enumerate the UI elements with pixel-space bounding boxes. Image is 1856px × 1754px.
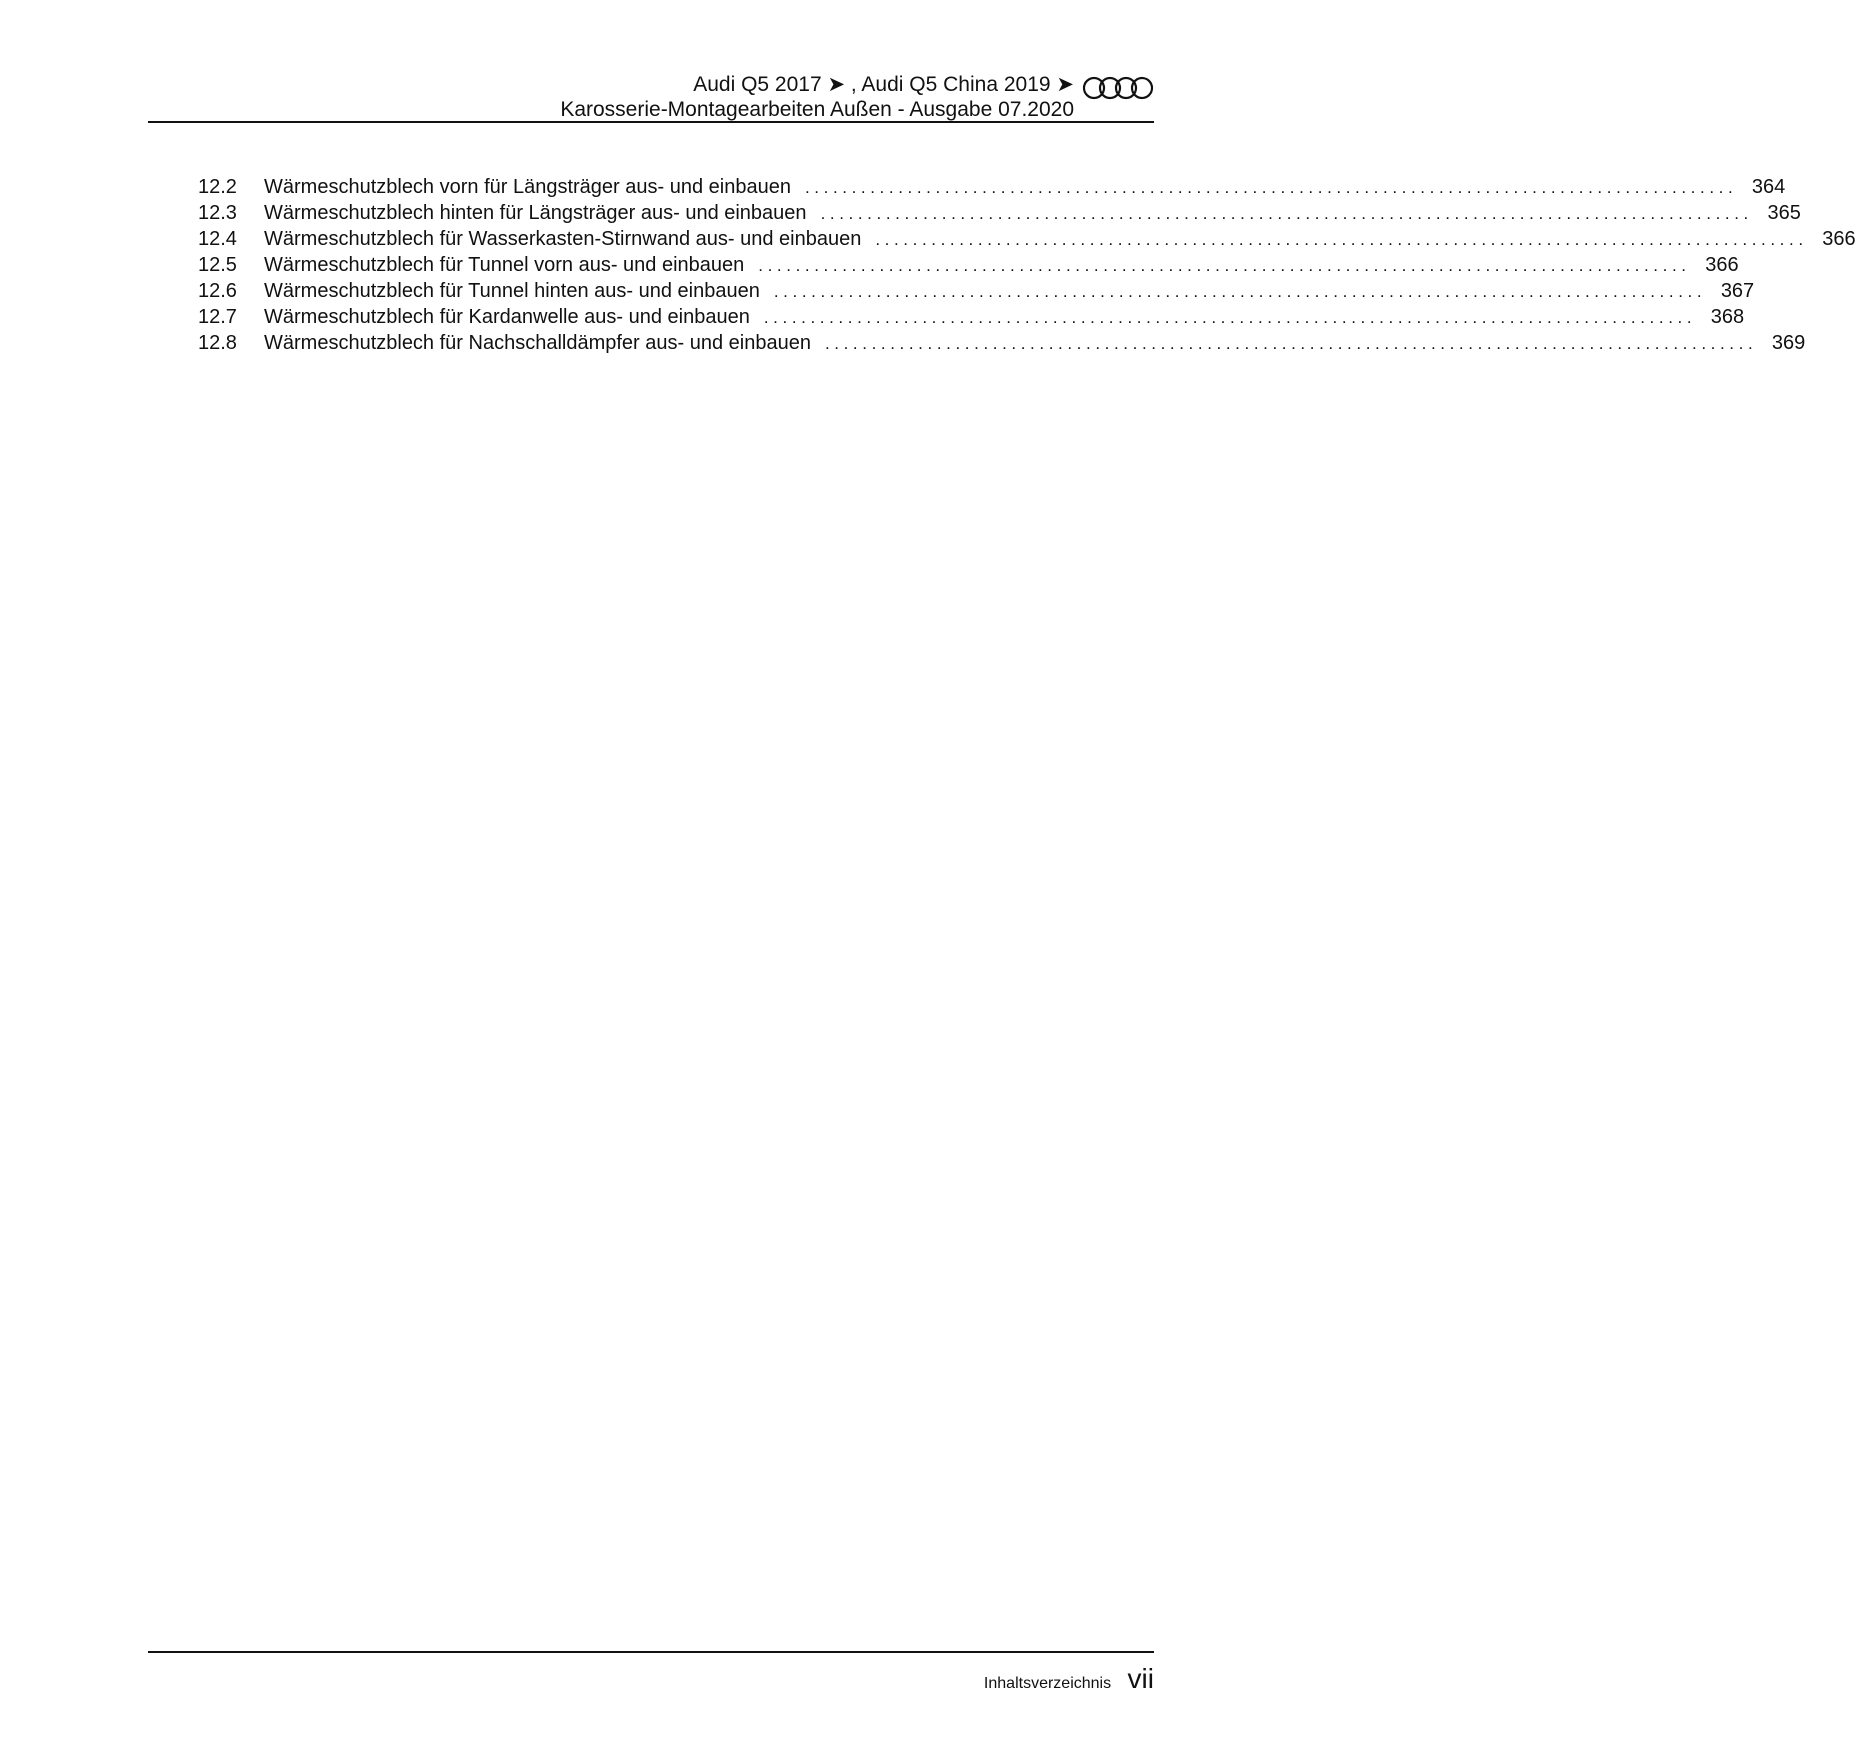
toc-entry[interactable] — [198, 304, 1745, 330]
page-header — [148, 66, 1154, 124]
toc-leader-dots: .................................................................................................... — [804, 178, 1738, 197]
toc-leader-dots: .................................................................................................... — [824, 334, 1758, 353]
toc-entry-page[interactable]: 367 — [1720, 280, 1755, 302]
toc-entry-number: 12.7 — [198, 306, 237, 328]
toc-entry-number: 12.6 — [198, 280, 237, 302]
toc-entry-title[interactable]: Wärmeschutzblech für Tunnel vorn aus- und einbauen — [264, 254, 745, 276]
footer-page-number: vii — [1127, 1663, 1154, 1694]
toc-entry-title[interactable]: Wärmeschutzblech für Nachschalldämpfer aus- und einbauen — [264, 332, 811, 354]
toc-entry-page[interactable]: 366 — [1822, 228, 1856, 250]
toc-entry[interactable] — [198, 226, 1856, 252]
toc-leader-dots: .................................................................................................... — [875, 230, 1808, 249]
toc-entry-page[interactable]: 369 — [1771, 332, 1806, 354]
toc-entry-page[interactable]: 368 — [1710, 306, 1745, 328]
toc-entry-page[interactable]: 364 — [1751, 176, 1786, 198]
toc-entry-number: 12.8 — [198, 332, 237, 354]
toc-entry-title[interactable]: Wärmeschutzblech vorn für Längsträger aus- und einbauen — [264, 176, 791, 198]
toc-leader-dots: .................................................................................................... — [758, 256, 1691, 275]
header-vehicle-models: Audi Q5 2017 ➤ , Audi Q5 China 2019 ➤ — [693, 73, 1074, 96]
toc-entry[interactable] — [198, 330, 1806, 356]
toc-entry-number: 12.3 — [198, 202, 237, 224]
toc-leader-dots: .................................................................................................... — [763, 308, 1697, 327]
table-of-contents — [198, 174, 1856, 356]
toc-entry[interactable] — [198, 174, 1786, 200]
toc-entry-title[interactable]: Wärmeschutzblech für Wasserkasten-Stirnwand aus- und einbauen — [264, 228, 862, 250]
toc-entry-number: 12.4 — [198, 228, 237, 250]
page-footer — [984, 1663, 1154, 1695]
header-divider — [148, 121, 1154, 123]
footer-divider — [148, 1651, 1154, 1653]
toc-entry[interactable] — [198, 200, 1801, 226]
toc-entry-number: 12.5 — [198, 254, 237, 276]
toc-leader-dots: .................................................................................................... — [820, 204, 1753, 223]
toc-entry-title[interactable]: Wärmeschutzblech für Tunnel hinten aus- und einbauen — [264, 280, 760, 302]
toc-entry[interactable] — [198, 252, 1739, 278]
header-manual-title: Karosserie-Montagearbeiten Außen - Ausgabe 07.2020 — [560, 98, 1074, 121]
toc-leader-dots: .................................................................................................... — [773, 282, 1707, 301]
audi-rings-icon — [1082, 76, 1154, 100]
toc-entry-number: 12.2 — [198, 176, 237, 198]
footer-section-label: Inhaltsverzeichnis — [983, 1675, 1112, 1692]
toc-entry-title[interactable]: Wärmeschutzblech für Kardanwelle aus- und einbauen — [264, 306, 750, 328]
toc-entry-title[interactable]: Wärmeschutzblech hinten für Längsträger aus- und einbauen — [264, 202, 807, 224]
toc-entry-page[interactable]: 366 — [1705, 254, 1739, 276]
toc-entry[interactable] — [198, 278, 1755, 304]
toc-entry-page[interactable]: 365 — [1767, 202, 1801, 224]
